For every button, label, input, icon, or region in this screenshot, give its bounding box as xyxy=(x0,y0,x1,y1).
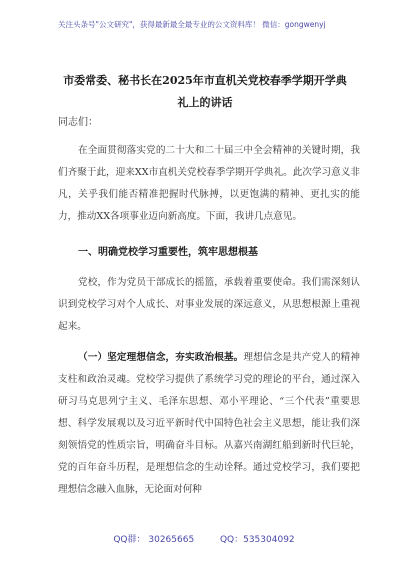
page-title: 市委常委、秘书长在2025年市直机关党校春季学期开学典礼上的讲话 xyxy=(63,74,347,109)
intro-paragraph: 在全面贯彻落实党的二十大和二十届三中全会精神的关键时期，我们齐聚于此，迎来XX市直机关党校春季学期开学典礼。此次学习意义非凡，关乎我们能否精准把握时代脉搏，以更饱满的精神、更扎实的能力，推动XX各项事业迈向新高度。下面，我讲几点意见。 xyxy=(58,145,360,222)
subsection-body: 理想信念是共产党人的精神支柱和政治灵魂。党校学习提供了系统学习党的理论的平台，通过深入研习马克思列宁主义、毛泽东思想、邓小平理论、“三个代表”重要思想、科学发展观以及习近平新时代中国特色社会主义思想，能让我们深刻领悟党的性质宗旨，明确奋斗目标。从嘉兴南湖红船到新时代巨轮，党的百年奋斗历程，是理想信念的生动诠释。通过党校学习，我们要把理想信念融入血脉，无论面对何种 xyxy=(58,352,361,495)
salutation: 同志们： xyxy=(58,117,98,128)
subsection-heading: （一）坚定理想信念，夯实政治根基。 xyxy=(78,352,244,363)
footer-contact xyxy=(0,534,408,546)
footer-qq-number: QQ：535304092 xyxy=(219,535,295,545)
footer-qq-group: QQ群： 30265665 xyxy=(113,535,195,545)
subsection-paragraph xyxy=(58,347,360,501)
section-heading: 一、明确党校学习重要性，筑牢思想根基 xyxy=(78,247,258,258)
header-banner: 关注头条号"公文研究"，获得最新最全最专业的公文资料库！ 微信：gongwenyj xyxy=(58,20,326,29)
section-body-paragraph: 党校，作为党员干部成长的摇篮，承载着重要使命。我们需深刻认识到党校学习对个人成长、对事业发展的深远意义，从思想根源上重视起来。 xyxy=(58,277,360,332)
